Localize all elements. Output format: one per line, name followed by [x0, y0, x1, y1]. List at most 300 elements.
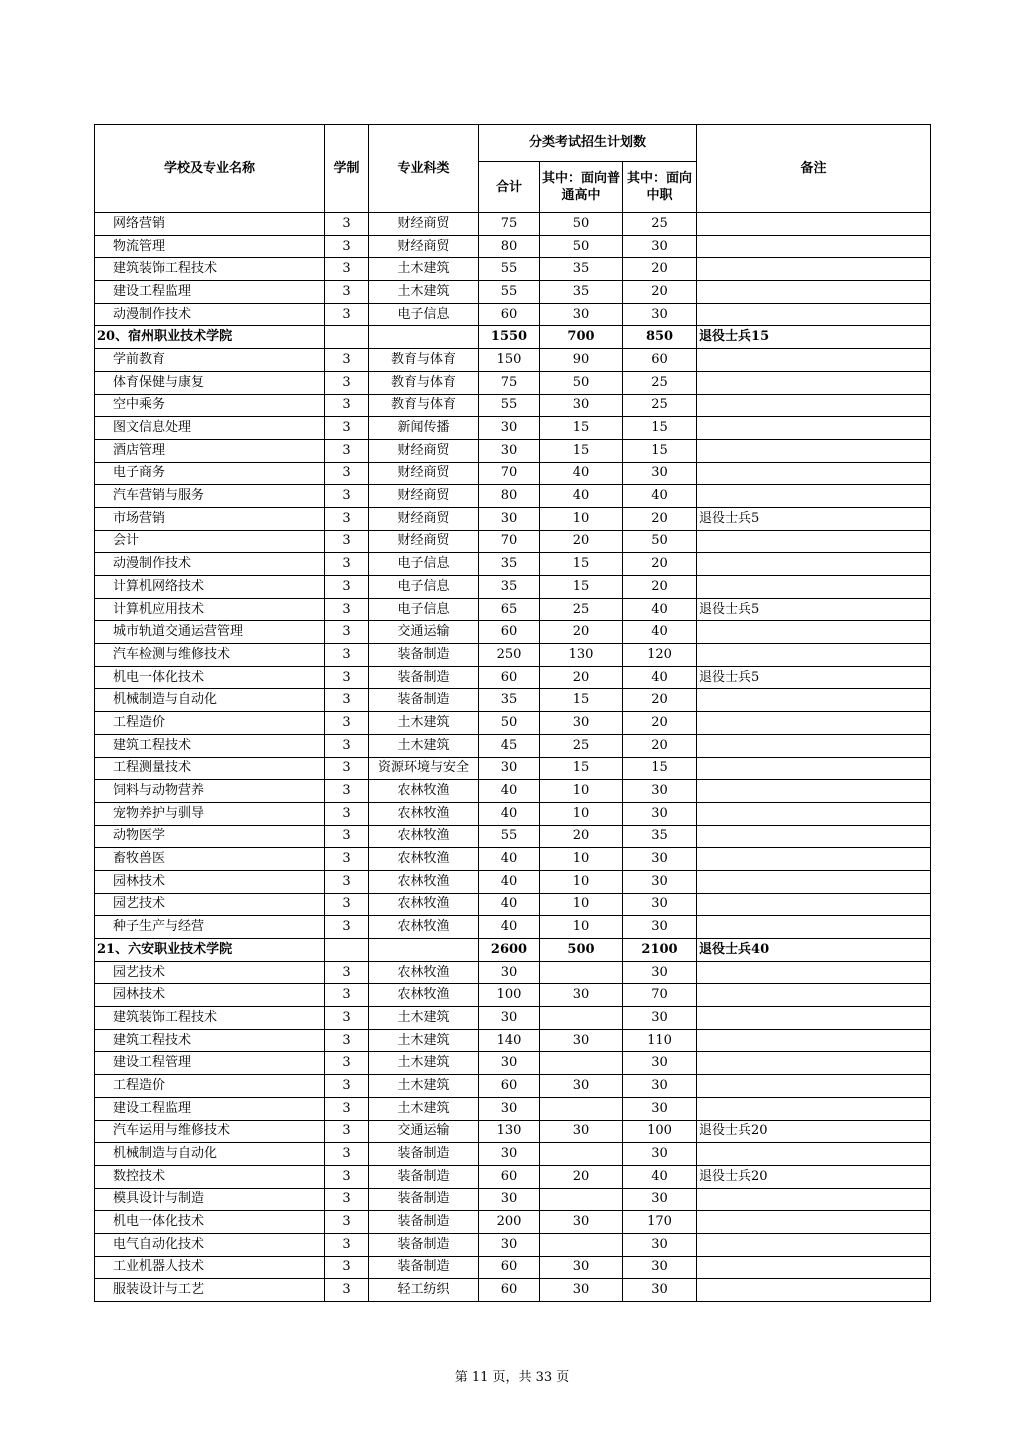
cell-name: 21、六安职业技术学院 [95, 939, 325, 962]
cell-vocational: 30 [623, 1143, 697, 1166]
cell-general: 10 [540, 870, 623, 893]
cell-total: 40 [479, 780, 540, 803]
cell-total: 75 [479, 371, 540, 394]
table-body [95, 213, 931, 1302]
cell-years: 3 [325, 780, 369, 803]
cell-name: 畜牧兽医 [95, 848, 325, 871]
table-row [95, 757, 931, 780]
cell-vocational: 40 [623, 666, 697, 689]
cell-note: 退役士兵5 [697, 666, 931, 689]
cell-years: 3 [325, 848, 369, 871]
cell-total: 140 [479, 1029, 540, 1052]
cell-general: 20 [540, 530, 623, 553]
cell-vocational: 100 [623, 1120, 697, 1143]
cell-name: 计算机网络技术 [95, 576, 325, 599]
cell-vocational: 40 [623, 598, 697, 621]
cell-years: 3 [325, 1143, 369, 1166]
cell-name: 建筑工程技术 [95, 734, 325, 757]
cell-years: 3 [325, 961, 369, 984]
cell-vocational: 70 [623, 984, 697, 1007]
cell-note [697, 258, 931, 281]
cell-category: 装备制造 [369, 1211, 479, 1234]
cell-vocational: 30 [623, 1097, 697, 1120]
cell-name: 市场营销 [95, 507, 325, 530]
cell-note [697, 712, 931, 735]
cell-years: 3 [325, 303, 369, 326]
cell-general [540, 1007, 623, 1030]
cell-vocational: 30 [623, 780, 697, 803]
cell-category: 土木建筑 [369, 281, 479, 304]
cell-total: 55 [479, 281, 540, 304]
cell-vocational: 25 [623, 371, 697, 394]
cell-vocational: 120 [623, 644, 697, 667]
cell-note [697, 644, 931, 667]
cell-total: 30 [479, 961, 540, 984]
cell-category: 财经商贸 [369, 530, 479, 553]
cell-vocational: 50 [623, 530, 697, 553]
cell-vocational: 30 [623, 961, 697, 984]
cell-total: 40 [479, 916, 540, 939]
cell-note [697, 780, 931, 803]
school-row [95, 939, 931, 962]
cell-note [697, 417, 931, 440]
cell-general: 500 [540, 939, 623, 962]
cell-vocational: 30 [623, 1052, 697, 1075]
cell-category: 装备制造 [369, 1143, 479, 1166]
cell-total: 30 [479, 1097, 540, 1120]
cell-note [697, 984, 931, 1007]
cell-name: 饲料与动物营养 [95, 780, 325, 803]
cell-note [697, 462, 931, 485]
cell-general: 10 [540, 848, 623, 871]
cell-note [697, 825, 931, 848]
cell-total: 130 [479, 1120, 540, 1143]
header-plan-group: 分类考试招生计划数 [479, 125, 697, 162]
table-row [95, 712, 931, 735]
cell-general: 25 [540, 734, 623, 757]
cell-total: 30 [479, 1188, 540, 1211]
cell-years: 3 [325, 1188, 369, 1211]
cell-general: 20 [540, 825, 623, 848]
cell-name: 模具设计与制造 [95, 1188, 325, 1211]
cell-general: 30 [540, 394, 623, 417]
cell-general: 30 [540, 1211, 623, 1234]
cell-general: 30 [540, 1029, 623, 1052]
cell-years: 3 [325, 235, 369, 258]
cell-years: 3 [325, 1097, 369, 1120]
table-row [95, 439, 931, 462]
cell-name: 机械制造与自动化 [95, 1143, 325, 1166]
cell-note [697, 530, 931, 553]
cell-years: 3 [325, 1007, 369, 1030]
table-row [95, 258, 931, 281]
cell-general: 40 [540, 485, 623, 508]
cell-total: 30 [479, 417, 540, 440]
cell-vocational: 20 [623, 712, 697, 735]
cell-vocational: 20 [623, 576, 697, 599]
cell-years [325, 326, 369, 349]
table-row [95, 689, 931, 712]
cell-category: 农林牧渔 [369, 870, 479, 893]
cell-category: 电子信息 [369, 303, 479, 326]
cell-category: 交通运输 [369, 1120, 479, 1143]
cell-total: 1550 [479, 326, 540, 349]
cell-years: 3 [325, 825, 369, 848]
cell-total: 35 [479, 553, 540, 576]
cell-name: 园林技术 [95, 870, 325, 893]
cell-vocational: 60 [623, 349, 697, 372]
cell-years: 3 [325, 621, 369, 644]
cell-vocational: 20 [623, 281, 697, 304]
table-row [95, 507, 931, 530]
cell-general: 20 [540, 621, 623, 644]
cell-name: 机电一体化技术 [95, 1211, 325, 1234]
table-row [95, 1120, 931, 1143]
cell-category: 农林牧渔 [369, 893, 479, 916]
cell-category: 农林牧渔 [369, 984, 479, 1007]
cell-note [697, 1256, 931, 1279]
cell-total: 55 [479, 258, 540, 281]
header-general: 其中：面向普通高中 [540, 162, 623, 213]
cell-general: 40 [540, 462, 623, 485]
cell-note [697, 734, 931, 757]
cell-category: 土木建筑 [369, 1029, 479, 1052]
cell-vocational: 170 [623, 1211, 697, 1234]
cell-general: 10 [540, 780, 623, 803]
cell-years: 3 [325, 1279, 369, 1302]
cell-category: 财经商贸 [369, 485, 479, 508]
cell-note [697, 870, 931, 893]
cell-total: 60 [479, 1256, 540, 1279]
cell-note [697, 213, 931, 236]
cell-general: 50 [540, 371, 623, 394]
cell-category: 财经商贸 [369, 462, 479, 485]
cell-total: 60 [479, 303, 540, 326]
cell-category: 农林牧渔 [369, 825, 479, 848]
cell-category: 农林牧渔 [369, 961, 479, 984]
cell-vocational: 35 [623, 825, 697, 848]
cell-note [697, 893, 931, 916]
cell-vocational: 850 [623, 326, 697, 349]
cell-total: 30 [479, 507, 540, 530]
cell-general: 50 [540, 213, 623, 236]
cell-category: 农林牧渔 [369, 780, 479, 803]
cell-category: 土木建筑 [369, 1075, 479, 1098]
cell-name: 园艺技术 [95, 961, 325, 984]
cell-note [697, 439, 931, 462]
cell-years: 3 [325, 916, 369, 939]
cell-category: 土木建筑 [369, 1052, 479, 1075]
cell-category: 农林牧渔 [369, 848, 479, 871]
cell-general: 30 [540, 303, 623, 326]
cell-name: 空中乘务 [95, 394, 325, 417]
cell-years: 3 [325, 371, 369, 394]
cell-category: 土木建筑 [369, 1097, 479, 1120]
cell-vocational: 20 [623, 553, 697, 576]
cell-general: 700 [540, 326, 623, 349]
cell-note [697, 349, 931, 372]
cell-years: 3 [325, 576, 369, 599]
cell-name: 建设工程监理 [95, 1097, 325, 1120]
table-row [95, 916, 931, 939]
table-row [95, 1233, 931, 1256]
cell-note [697, 757, 931, 780]
table-row [95, 802, 931, 825]
cell-years: 3 [325, 1211, 369, 1234]
cell-vocational: 40 [623, 621, 697, 644]
table-row [95, 1097, 931, 1120]
cell-category [369, 326, 479, 349]
table-row [95, 576, 931, 599]
cell-category: 农林牧渔 [369, 916, 479, 939]
cell-years: 3 [325, 258, 369, 281]
cell-total: 250 [479, 644, 540, 667]
cell-category: 装备制造 [369, 1233, 479, 1256]
school-row [95, 326, 931, 349]
cell-general [540, 1097, 623, 1120]
table-row [95, 644, 931, 667]
cell-category: 财经商贸 [369, 213, 479, 236]
table-row [95, 303, 931, 326]
table-row [95, 1279, 931, 1302]
cell-name: 物流管理 [95, 235, 325, 258]
cell-note [697, 848, 931, 871]
cell-total: 40 [479, 893, 540, 916]
cell-general: 10 [540, 507, 623, 530]
cell-general: 20 [540, 666, 623, 689]
table-row [95, 462, 931, 485]
cell-note: 退役士兵20 [697, 1165, 931, 1188]
table-row [95, 961, 931, 984]
cell-total: 30 [479, 439, 540, 462]
cell-note [697, 1233, 931, 1256]
cell-years: 3 [325, 689, 369, 712]
table-row [95, 780, 931, 803]
table-row [95, 1165, 931, 1188]
cell-general: 20 [540, 1165, 623, 1188]
cell-vocational: 15 [623, 439, 697, 462]
cell-note [697, 281, 931, 304]
cell-vocational: 30 [623, 848, 697, 871]
cell-vocational: 30 [623, 1007, 697, 1030]
cell-category [369, 939, 479, 962]
cell-vocational: 30 [623, 1233, 697, 1256]
cell-note [697, 621, 931, 644]
cell-general: 130 [540, 644, 623, 667]
table-row [95, 417, 931, 440]
cell-name: 网络营销 [95, 213, 325, 236]
cell-general [540, 1188, 623, 1211]
cell-total: 80 [479, 235, 540, 258]
cell-total: 55 [479, 825, 540, 848]
cell-name: 工程测量技术 [95, 757, 325, 780]
cell-years: 3 [325, 553, 369, 576]
cell-category: 电子信息 [369, 576, 479, 599]
cell-name: 会计 [95, 530, 325, 553]
cell-years: 3 [325, 1029, 369, 1052]
cell-name: 汽车运用与维修技术 [95, 1120, 325, 1143]
cell-note [697, 1029, 931, 1052]
cell-category: 农林牧渔 [369, 802, 479, 825]
table-row [95, 371, 931, 394]
cell-general: 15 [540, 553, 623, 576]
cell-category: 装备制造 [369, 1188, 479, 1211]
cell-vocational: 25 [623, 394, 697, 417]
cell-vocational: 30 [623, 1188, 697, 1211]
header-vocational: 其中：面向中职 [623, 162, 697, 213]
table-row [95, 1007, 931, 1030]
table-row [95, 870, 931, 893]
cell-note [697, 394, 931, 417]
cell-name: 建筑装饰工程技术 [95, 258, 325, 281]
cell-name: 园艺技术 [95, 893, 325, 916]
cell-vocational: 15 [623, 417, 697, 440]
header-name: 学校及专业名称 [95, 125, 325, 213]
cell-category: 资源环境与安全 [369, 757, 479, 780]
cell-name: 学前教育 [95, 349, 325, 372]
table-row [95, 1075, 931, 1098]
cell-vocational: 20 [623, 734, 697, 757]
table-row [95, 1143, 931, 1166]
cell-name: 建设工程管理 [95, 1052, 325, 1075]
cell-note [697, 961, 931, 984]
header-note: 备注 [697, 125, 931, 213]
cell-general: 10 [540, 893, 623, 916]
cell-years: 3 [325, 462, 369, 485]
cell-general: 15 [540, 439, 623, 462]
cell-years: 3 [325, 394, 369, 417]
cell-years: 3 [325, 1052, 369, 1075]
cell-total: 75 [479, 213, 540, 236]
header-years: 学制 [325, 125, 369, 213]
cell-years: 3 [325, 417, 369, 440]
cell-years: 3 [325, 1256, 369, 1279]
cell-category: 教育与体育 [369, 349, 479, 372]
header-category: 专业科类 [369, 125, 479, 213]
cell-name: 宠物养护与驯导 [95, 802, 325, 825]
cell-note [697, 1143, 931, 1166]
cell-general: 30 [540, 1279, 623, 1302]
cell-years: 3 [325, 530, 369, 553]
cell-total: 100 [479, 984, 540, 1007]
cell-years: 3 [325, 213, 369, 236]
cell-years: 3 [325, 281, 369, 304]
cell-years: 3 [325, 1165, 369, 1188]
cell-total: 60 [479, 621, 540, 644]
cell-category: 装备制造 [369, 644, 479, 667]
cell-note [697, 916, 931, 939]
cell-note [697, 1279, 931, 1302]
table-row [95, 485, 931, 508]
cell-vocational: 30 [623, 235, 697, 258]
cell-name: 电子商务 [95, 462, 325, 485]
cell-total: 35 [479, 576, 540, 599]
cell-note [697, 485, 931, 508]
cell-category: 土木建筑 [369, 712, 479, 735]
cell-years: 3 [325, 598, 369, 621]
cell-category: 电子信息 [369, 598, 479, 621]
cell-total: 30 [479, 1052, 540, 1075]
cell-total: 150 [479, 349, 540, 372]
cell-category: 土木建筑 [369, 258, 479, 281]
cell-vocational: 30 [623, 1279, 697, 1302]
cell-vocational: 15 [623, 757, 697, 780]
cell-category: 土木建筑 [369, 1007, 479, 1030]
cell-vocational: 30 [623, 870, 697, 893]
cell-total: 70 [479, 530, 540, 553]
cell-general: 90 [540, 349, 623, 372]
cell-total: 200 [479, 1211, 540, 1234]
cell-vocational: 30 [623, 1075, 697, 1098]
cell-general [540, 1233, 623, 1256]
cell-category: 交通运输 [369, 621, 479, 644]
cell-general: 50 [540, 235, 623, 258]
enrollment-plan-table-container [94, 124, 930, 1302]
cell-name: 数控技术 [95, 1165, 325, 1188]
cell-general: 15 [540, 757, 623, 780]
cell-name: 建筑工程技术 [95, 1029, 325, 1052]
table-row [95, 213, 931, 236]
cell-general: 30 [540, 984, 623, 1007]
cell-note: 退役士兵15 [697, 326, 931, 349]
cell-general: 25 [540, 598, 623, 621]
header-total: 合计 [479, 162, 540, 213]
cell-name: 服装设计与工艺 [95, 1279, 325, 1302]
cell-years: 3 [325, 802, 369, 825]
cell-general: 35 [540, 258, 623, 281]
table-row [95, 893, 931, 916]
table-row [95, 848, 931, 871]
cell-years: 3 [325, 870, 369, 893]
cell-name: 动物医学 [95, 825, 325, 848]
cell-name: 建设工程监理 [95, 281, 325, 304]
table-row [95, 281, 931, 304]
cell-vocational: 30 [623, 303, 697, 326]
cell-note [697, 303, 931, 326]
cell-name: 建筑装饰工程技术 [95, 1007, 325, 1030]
cell-note [697, 1007, 931, 1030]
cell-general: 15 [540, 689, 623, 712]
cell-note [697, 1188, 931, 1211]
cell-total: 2600 [479, 939, 540, 962]
cell-note [697, 576, 931, 599]
cell-category: 装备制造 [369, 1165, 479, 1188]
cell-vocational: 30 [623, 462, 697, 485]
cell-years: 3 [325, 984, 369, 1007]
table-row [95, 1188, 931, 1211]
cell-total: 30 [479, 1233, 540, 1256]
table-row [95, 1211, 931, 1234]
cell-note [697, 1211, 931, 1234]
cell-total: 40 [479, 870, 540, 893]
cell-years: 3 [325, 644, 369, 667]
cell-total: 55 [479, 394, 540, 417]
cell-name: 体育保健与康复 [95, 371, 325, 394]
cell-total: 40 [479, 802, 540, 825]
cell-category: 财经商贸 [369, 439, 479, 462]
cell-name: 城市轨道交通运营管理 [95, 621, 325, 644]
cell-name: 汽车营销与服务 [95, 485, 325, 508]
cell-name: 机械制造与自动化 [95, 689, 325, 712]
table-row [95, 553, 931, 576]
cell-general: 35 [540, 281, 623, 304]
cell-category: 教育与体育 [369, 371, 479, 394]
cell-total: 60 [479, 666, 540, 689]
cell-years: 3 [325, 1075, 369, 1098]
cell-general: 10 [540, 916, 623, 939]
cell-vocational: 110 [623, 1029, 697, 1052]
cell-years: 3 [325, 439, 369, 462]
